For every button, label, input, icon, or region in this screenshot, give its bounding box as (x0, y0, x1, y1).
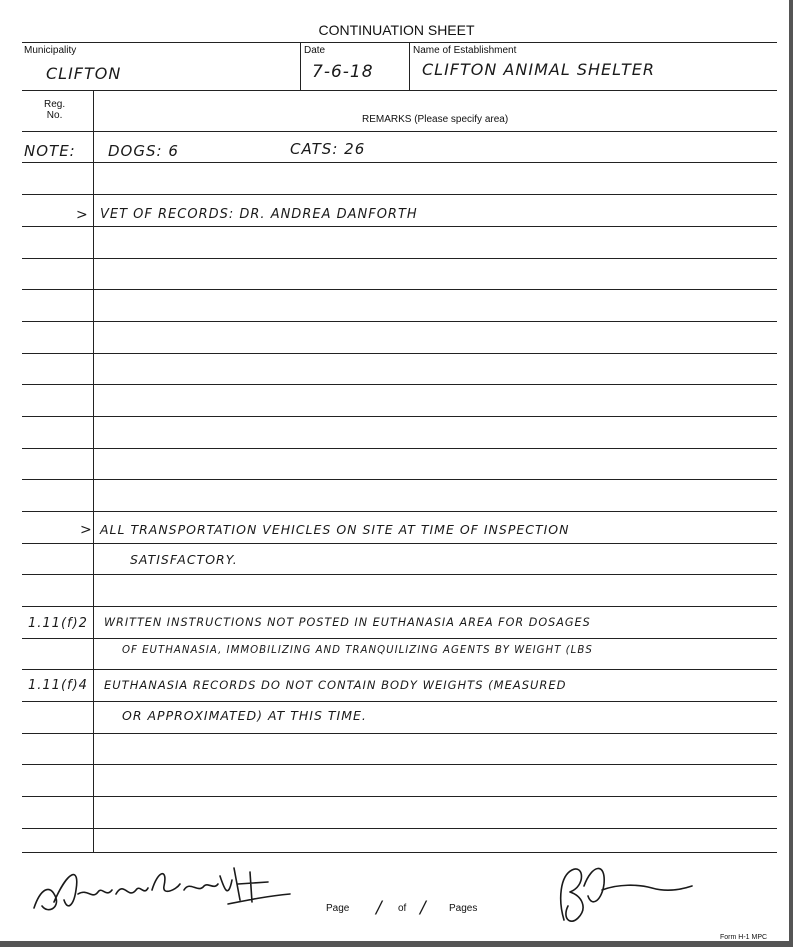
remark-text: SATISFACTORY. (130, 552, 238, 567)
of-label: of (398, 903, 407, 914)
header-top-rule (22, 42, 777, 43)
remark-text: OF EUTHANASIA, IMMOBILIZING AND TRANQUILIZING AGENTS BY WEIGHT (LBS (122, 645, 593, 656)
ruled-line (22, 669, 777, 670)
ruled-line (22, 353, 777, 354)
ruled-line (22, 226, 777, 227)
ruled-line (22, 479, 777, 480)
municipality-label: Municipality (24, 45, 77, 56)
ruled-line (22, 194, 777, 195)
divider-date (300, 42, 301, 90)
remark-text: CATS: 26 (290, 140, 366, 158)
ruled-line (22, 416, 777, 417)
ruled-line (22, 606, 777, 607)
municipality-value: CLIFTON (46, 64, 122, 83)
remark-reg: NOTE: (24, 142, 76, 160)
divider-establishment (409, 42, 410, 90)
ruled-line (22, 131, 777, 132)
remark-reg: 1.11(f)2 (28, 616, 88, 631)
remark-reg: > (80, 522, 93, 538)
form-id: Form H-1 MPC (720, 934, 768, 941)
reviewer-signature (548, 856, 698, 928)
header-bottom-rule (22, 90, 777, 91)
ruled-line (22, 511, 777, 512)
inspector-signature (28, 860, 298, 922)
reg-no-label (44, 99, 65, 121)
page-title (0, 22, 793, 38)
reg-label-line2: No. (46, 110, 63, 121)
page-title-text: CONTINUATION SHEET (318, 22, 475, 38)
page-edge-bottom (0, 941, 793, 947)
ruled-line (22, 764, 777, 765)
reg-label-line1: Reg. (44, 99, 66, 110)
ruled-line (22, 543, 777, 544)
establishment-label: Name of Establishment (413, 45, 517, 56)
remarks-label: REMARKS (Please specify area) (362, 114, 509, 125)
ruled-line (22, 258, 777, 259)
remark-text: ALL TRANSPORTATION VEHICLES ON SITE AT TIME OF INSPECTION (100, 522, 570, 537)
form-bottom-rule (22, 852, 777, 853)
ruled-line (22, 733, 777, 734)
pages-label: Pages (449, 903, 478, 914)
ruled-line (22, 828, 777, 829)
remark-text: DOGS: 6 (108, 142, 179, 160)
ruled-line (22, 289, 777, 290)
ruled-line (22, 701, 777, 702)
page-number: / (376, 898, 383, 918)
remark-text: WRITTEN INSTRUCTIONS NOT POSTED IN EUTHANASIA AREA FOR DOSAGES (104, 616, 591, 629)
ruled-line (22, 162, 777, 163)
remark-text: EUTHANASIA RECORDS DO NOT CONTAIN BODY WEIGHTS (MEASURED (104, 678, 567, 692)
page-edge-right (789, 0, 793, 947)
ruled-line (22, 796, 777, 797)
remark-text: OR APPROXIMATED) AT THIS TIME. (122, 708, 367, 723)
establishment-value: CLIFTON ANIMAL SHELTER (422, 60, 655, 79)
remark-reg: > (76, 207, 89, 223)
remark-reg: 1.11(f)4 (28, 678, 88, 693)
reg-column-divider (93, 90, 94, 852)
ruled-line (22, 574, 777, 575)
date-value: 7-6-18 (312, 62, 374, 82)
remark-text: VET OF RECORDS: DR. ANDREA DANFORTH (100, 207, 418, 222)
ruled-line (22, 321, 777, 322)
ruled-line (22, 384, 777, 385)
page-total: / (420, 898, 427, 918)
page-label: Page (326, 903, 350, 914)
ruled-line (22, 638, 777, 639)
date-label: Date (304, 45, 326, 56)
ruled-line (22, 448, 777, 449)
